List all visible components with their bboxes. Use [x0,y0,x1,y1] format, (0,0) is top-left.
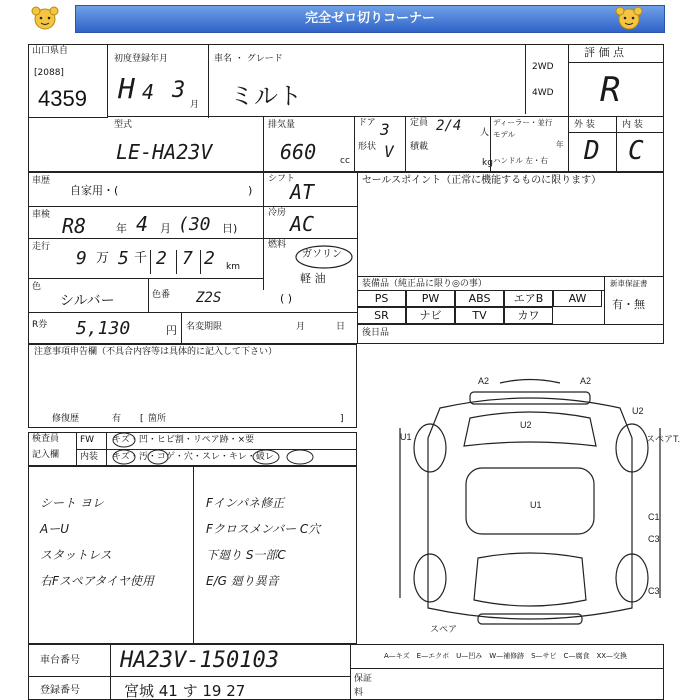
recycle-value: 5,130 [76,318,131,339]
lot-number: 4359 [38,86,87,111]
equipment-label: 装備品（純正品に限り◎の事） [362,279,487,289]
mileage-sen: 5 [118,248,129,269]
mileage-d3: 2 [204,248,215,269]
page-title: 完全ゼロ切りコーナー [75,5,665,33]
car-name-value: ミルト [230,82,302,110]
equipment-item: SR [357,307,406,324]
shift-label: シフト [268,174,296,184]
color-value: シルバー [60,293,115,309]
legend: A—キズ E—エクボ U—凹み W—補修跡 S—サビ C—腐食 XX—交換 [384,652,628,660]
equipment-item: カワ [504,307,553,324]
equipment-item: PW [406,290,455,307]
color-code-value: Z2S [196,290,222,306]
inspector-row1-cat: FW [80,435,95,445]
inspection-era: R8 [62,214,87,238]
mascot-right-icon [612,4,646,34]
equipment-item: ABS [455,290,504,307]
diagram-mark: スペア [430,624,458,634]
new-car-value: 有・無 [612,298,645,311]
handwritten-note: Fインパネ修正 [206,496,285,510]
mileage-label: 走行 [32,242,51,252]
exterior-score: D [584,136,600,166]
diagram-mark: C3 [648,534,660,544]
inspection-month-unit: 月 [160,222,171,235]
fuel-paren: ( ) [280,292,293,305]
handwritten-note: スタットレス [40,548,112,562]
load-unit: kg [482,158,493,168]
equipment-item: エアB [504,290,553,307]
inspector-row2-cat: 内装 [80,452,99,462]
dealer-label: ディーラー・並行 [493,118,553,127]
diagram-mark: U1 [530,500,542,510]
inspector-label-1: 検査員 [32,434,60,444]
exterior-label: 外 装 [574,120,595,130]
shape-label: 形状 [358,142,377,152]
model-value: LE-HA23V [116,140,213,164]
interior-label: 内 装 [622,120,643,130]
handle-label: ハンドル 左・右 [493,156,548,165]
use-label: 車歴 [32,176,51,186]
first-reg-era: H [118,72,135,105]
load-label: 積載 [410,142,429,152]
auction-code: 山口県自 [32,46,69,56]
rear-seat-label: 後日品 [362,328,390,338]
sales-point-label: セールスポイント（正常に機能するものに限ります） [362,175,602,186]
diagram-mark: U2 [520,420,532,430]
first-reg-year: 4 [142,80,155,104]
use-close: ) [248,184,253,197]
new-car-label: 新車保証書 [610,279,648,288]
capacity-value: 2/4 [436,118,462,134]
displacement-label: 排気量 [268,120,296,130]
use-value: 自家用・( [70,184,119,197]
shift-value: AT [290,180,315,204]
ac-label: 冷房 [268,208,287,218]
interior-score: C [628,136,644,166]
handwritten-note: E/G 廻り異音 [206,574,279,588]
diagram-mark: A2 [580,376,592,386]
color-code-label: 色番 [152,290,171,300]
inspection-day: (30 [178,214,211,235]
diagram-mark: U1 [400,432,412,442]
displacement-value: 660 [280,140,317,164]
capacity-label: 定員 [410,118,429,128]
inspection-year-unit: 年 [116,222,127,235]
model-year-label: モデル [493,130,516,139]
handwritten-note: AーU [40,522,69,536]
fuel-gas: ガソリン [302,249,342,260]
repair-suffix: 箇所 [148,414,167,424]
first-reg-month: 3 [172,78,186,103]
inspector-row1-items: キズ・凹・ヒビ割・リペア跡・×要 [112,435,255,445]
registration-value: 宮城 41 す 19 27 [124,682,246,700]
mileage-unit: km [226,262,240,272]
mileage-d2: 7 [182,248,193,269]
capacity-unit: 人 [480,128,490,138]
repair-label: 修復歴 [52,414,80,424]
chassis-label: 車台番号 [40,655,80,666]
inspector-label-2: 記入欄 [32,450,60,460]
repair-value: 有 [112,414,122,424]
mascot-left-icon [28,4,62,34]
diagram-mark: C1 [648,512,660,522]
car-name-label: 車名 ・ グレード [214,54,283,64]
equipment-item: PS [357,290,406,307]
drive-2wd: 2WD [532,62,554,72]
diagram-mark: スペアT. [646,434,681,444]
name-change-month: 月 [296,322,306,332]
mileage-man: 9 [76,248,87,269]
diagram-mark: C3 [648,586,660,596]
model-label: 型式 [114,120,133,130]
inspection-label: 車検 [32,210,51,220]
model-year-unit: 年 [556,140,564,149]
color-label: 色 [32,282,42,292]
registration-label: 登録番号 [40,685,80,696]
inspector-circles-icon [112,432,352,466]
chassis-value: HA23V-150103 [120,648,279,673]
first-reg-label: 初度登録年月 [114,54,169,64]
repair-bracket-close: ] [340,414,344,424]
drive-4wd: 4WD [532,88,554,98]
recycle-label: R券 [32,320,48,330]
mileage-d1: 2 [156,248,167,269]
handwritten-note: シート ヨレ [40,496,104,510]
equipment-item: ナビ [406,307,455,324]
cc-unit: cc [340,156,350,166]
equipment-item: TV [455,307,504,324]
footer-label-2: 料 [354,688,364,698]
fuel-circle-icon [294,244,354,270]
recycle-unit: 円 [166,324,177,337]
door-label: ドア [358,118,376,128]
name-change-label: 名変期限 [186,322,223,332]
score-label: 評 価 点 [584,46,624,59]
score-value: R [600,70,621,110]
inspector-row2-items: キズ・汚・コゲ・穴・スレ・キレ・破レ [112,452,274,462]
repair-bracket-open: [ [140,414,144,424]
mileage-sen-unit: 千 [134,251,148,266]
diagram-mark: A2 [478,376,490,386]
fuel-diesel: 軽 油 [300,272,326,285]
equipment-item: AW [553,290,602,307]
inspection-month: 4 [136,212,149,236]
footer-label-1: 保証 [354,674,373,684]
mileage-man-unit: 万 [96,251,110,266]
handwritten-note: 右Fスペアタイヤ使用 [40,574,154,588]
shape-value: V [384,142,394,161]
notes-label: 注意事項申告欄（不具合内容等は具体的に記入して下さい） [34,347,278,357]
handwritten-note: 下廻り S一部C [206,548,286,562]
diagram-mark: U2 [632,406,644,416]
vehicle-diagram [370,368,690,648]
name-change-day: 日 [336,322,346,332]
ac-value: AC [290,212,315,236]
month-unit: 月 [190,100,200,110]
auction-sub: [2088] [34,68,64,78]
inspection-day-unit: 日) [222,222,238,235]
handwritten-note: Fクロスメンバー C穴 [206,522,321,536]
fuel-label: 燃料 [268,240,287,250]
door-value: 3 [380,120,390,139]
